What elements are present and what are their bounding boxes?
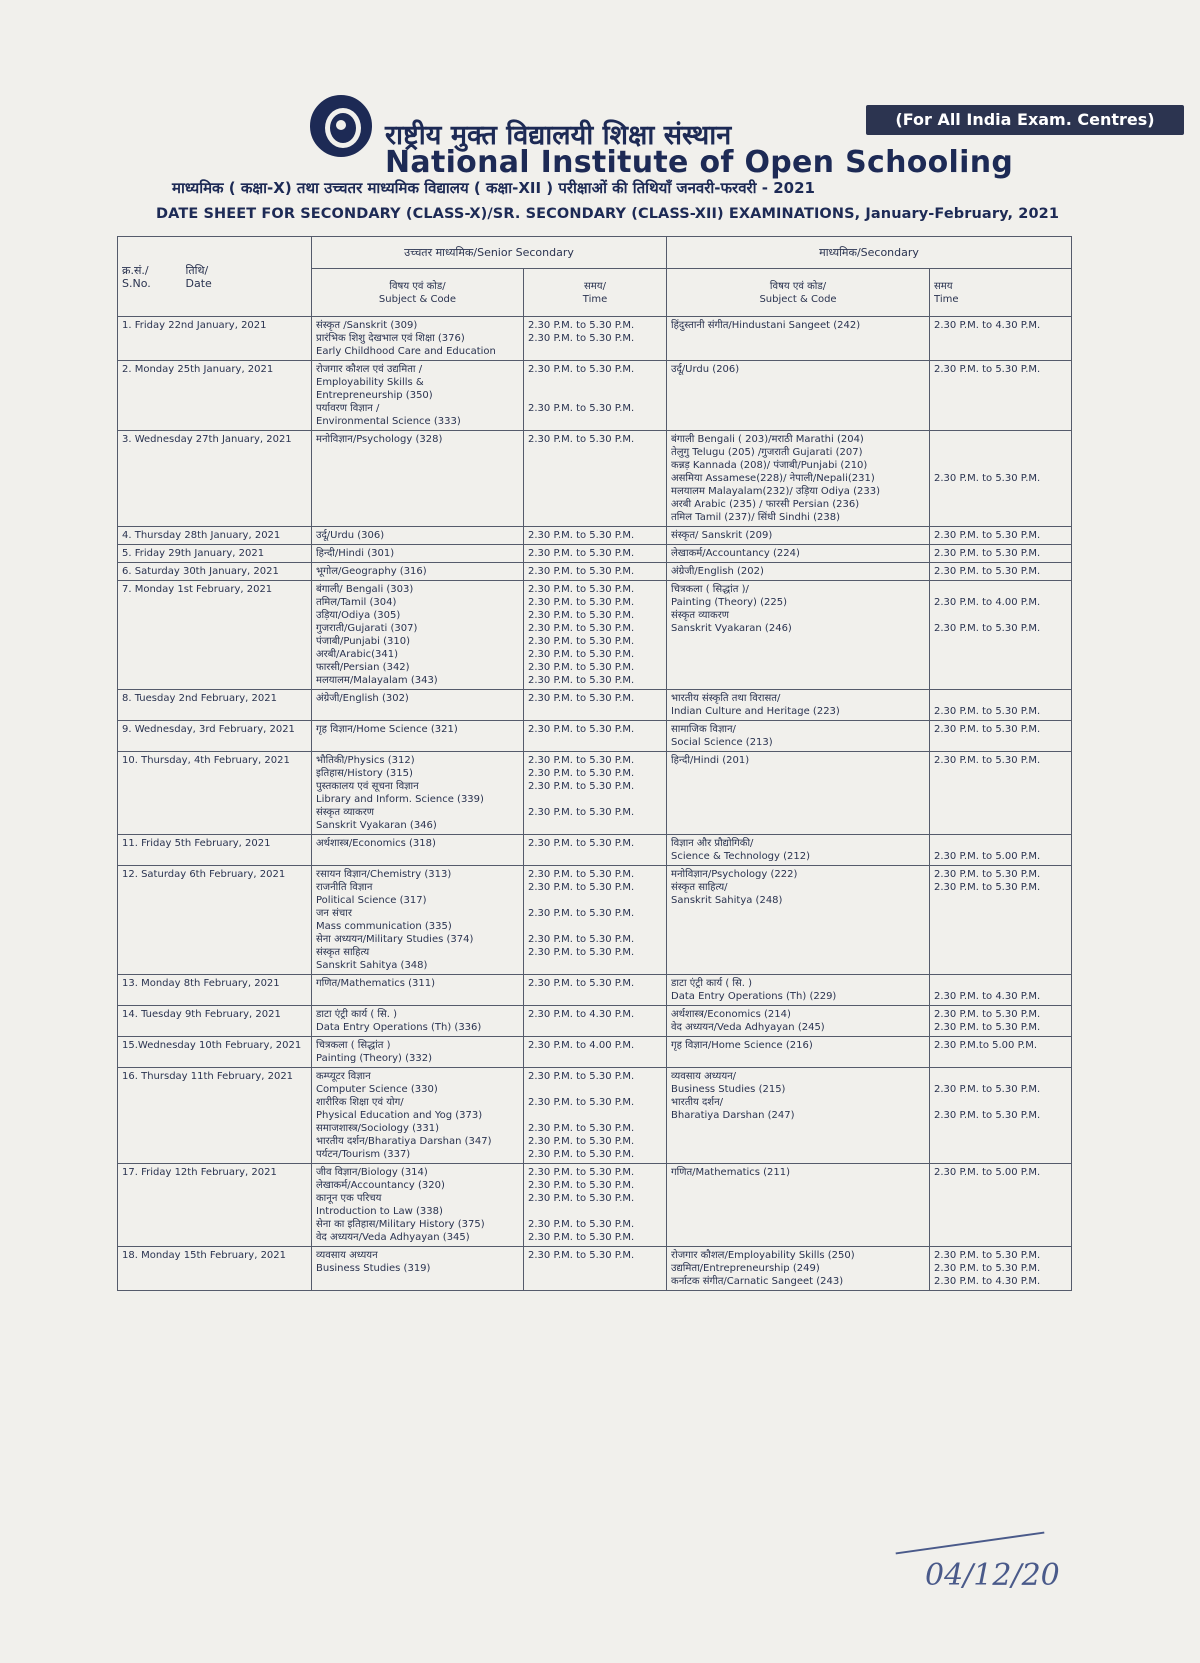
sr-subject-cell: बंगाली/ Bengali (303) तमिल/Tamil (304) उड़िया/Odiya (305) गुजराती/Gujarati (307) पंजाबी/Punjabi (310) अरबी/Arabic(341) फारसी/Persian (342) मलयालम/Malayalam (343) [312,581,524,690]
table-row [118,317,1072,361]
sr-subject-header: विषय एवं कोड/ Subject & Code [312,269,524,317]
sec-time-cell: 2.30 P.M. to 4.30 P.M. [930,317,1072,361]
sr-subject-cell: रोजगार कौशल एवं उद्यमिता / Employability Skills & Entrepreneurship (350) पर्यावरण विज्ञान / Environmental Science (333) [312,361,524,431]
exam-date-cell: 15.Wednesday 10th February, 2021 [118,1037,312,1068]
nios-logo-icon [310,95,372,157]
sec-subject-cell: उर्दू/Urdu (206) [667,361,930,431]
sec-time-cell: 2.30 P.M. to 5.30 P.M. [930,431,1072,527]
sec-subject-cell: हिंदुस्तानी संगीत/Hindustani Sangeet (242) [667,317,930,361]
exam-date-cell: 18. Monday 15th February, 2021 [118,1247,312,1291]
sec-subject-cell: गृह विज्ञान/Home Science (216) [667,1037,930,1068]
exam-date-cell: 14. Tuesday 9th February, 2021 [118,1006,312,1037]
sr-subject-cell: उर्दू/Urdu (306) [312,527,524,545]
sr-subject-cell: संस्कृत /Sanskrit (309) प्रारंभिक शिशु देखभाल एवं शिक्षा (376) Early Childhood Care and Education [312,317,524,361]
sr-subject-cell: हिन्दी/Hindi (301) [312,545,524,563]
table-row [118,835,1072,866]
sec-time-cell: 2.30 P.M. to 5.30 P.M. [930,721,1072,752]
sr-time-cell: 2.30 P.M. to 5.30 P.M. [524,527,667,545]
institute-title-hindi: राष्ट्रीय मुक्त विद्यालयी शिक्षा संस्थान [385,120,732,151]
sec-subject-cell: व्यवसाय अध्ययन/ Business Studies (215) भारतीय दर्शन/ Bharatiya Darshan (247) [667,1068,930,1164]
table-row [118,866,1072,975]
sr-subject-cell: अंग्रेजी/English (302) [312,690,524,721]
sr-subject-cell: कम्प्यूटर विज्ञान Computer Science (330) शारीरिक शिक्षा एवं योग/ Physical Education and Yog (373) समाजशास्त्र/Sociology (331) भारतीय दर्शन/Bharatiya Darshan (347) पर्यटन/Tourism (337) [312,1068,524,1164]
sec-time-cell: 2.30 P.M. to 5.30 P.M. [930,563,1072,581]
sec-time-header: समय Time [930,269,1072,317]
sec-time-cell: 2.30 P.M. to 5.00 P.M. [930,1164,1072,1247]
sr-time-cell: 2.30 P.M. to 5.30 P.M. 2.30 P.M. to 5.30 P.M. 2.30 P.M. to 5.30 P.M. 2.30 P.M. to 5.30 P.M. 2.30 P.M. to 5.30 P.M. [524,1068,667,1164]
sr-time-cell: 2.30 P.M. to 4.30 P.M. [524,1006,667,1037]
sec-time-cell: 2.30 P.M. to 5.30 P.M. 2.30 P.M. to 5.30 P.M. [930,1068,1072,1164]
sr-time-cell: 2.30 P.M. to 5.30 P.M. [524,545,667,563]
exam-date-cell: 10. Thursday, 4th February, 2021 [118,752,312,835]
sec-subject-cell: रोजगार कौशल/Employability Skills (250) उद्यमिता/Entrepreneurship (249) कर्नाटक संगीत/Carnatic Sangeet (243) [667,1247,930,1291]
senior-secondary-group-header: उच्चतर माध्यमिक/Senior Secondary [312,237,667,269]
table-row [118,545,1072,563]
sr-time-cell: 2.30 P.M. to 5.30 P.M. [524,975,667,1006]
table-row [118,581,1072,690]
sec-subject-cell: भारतीय संस्कृति तथा विरासत/ Indian Culture and Heritage (223) [667,690,930,721]
sr-subject-cell: भौतिकी/Physics (312) इतिहास/History (315) पुस्तकालय एवं सूचना विज्ञान Library and Inform. Science (339) संस्कृत व्याकरण Sanskrit Vyakaran (346) [312,752,524,835]
sr-subject-cell: व्यवसाय अध्ययन Business Studies (319) [312,1247,524,1291]
sr-time-cell: 2.30 P.M. to 5.30 P.M. [524,690,667,721]
table-row [118,1164,1072,1247]
sr-time-cell: 2.30 P.M. to 5.30 P.M. 2.30 P.M. to 5.30 P.M. [524,361,667,431]
sec-time-cell: 2.30 P.M.to 5.00 P.M. [930,1037,1072,1068]
sr-subject-cell: चित्रकला ( सिद्धांत ) Painting (Theory) (332) [312,1037,524,1068]
sr-time-header: समय/ Time [524,269,667,317]
sec-subject-header: विषय एवं कोड/ Subject & Code [667,269,930,317]
exam-date-cell: 12. Saturday 6th February, 2021 [118,866,312,975]
table-row [118,752,1072,835]
sr-time-cell: 2.30 P.M. to 5.30 P.M. [524,431,667,527]
exam-date-cell: 7. Monday 1st February, 2021 [118,581,312,690]
table-row [118,563,1072,581]
table-row [118,361,1072,431]
sec-time-cell: 2.30 P.M. to 5.00 P.M. [930,835,1072,866]
exam-date-cell: 6. Saturday 30th January, 2021 [118,563,312,581]
sec-time-cell: 2.30 P.M. to 5.30 P.M. 2.30 P.M. to 5.30 P.M. [930,1006,1072,1037]
exam-date-cell: 4. Thursday 28th January, 2021 [118,527,312,545]
sec-time-cell: 2.30 P.M. to 5.30 P.M. [930,545,1072,563]
sec-subject-cell: डाटा एंट्री कार्य ( सि. ) Data Entry Operations (Th) (229) [667,975,930,1006]
sr-time-cell: 2.30 P.M. to 5.30 P.M. 2.30 P.M. to 5.30 P.M. [524,317,667,361]
sec-time-cell: 2.30 P.M. to 5.30 P.M. 2.30 P.M. to 5.30 P.M. [930,866,1072,975]
exam-date-cell: 13. Monday 8th February, 2021 [118,975,312,1006]
sr-time-cell: 2.30 P.M. to 5.30 P.M. 2.30 P.M. to 5.30 P.M. 2.30 P.M. to 5.30 P.M. 2.30 P.M. to 5.30 P.M. 2.30 P.M. to 5.30 P.M. [524,1164,667,1247]
institute-title-english: National Institute of Open Schooling [385,145,1014,180]
exam-date-cell: 8. Tuesday 2nd February, 2021 [118,690,312,721]
sec-time-cell: 2.30 P.M. to 5.30 P.M. 2.30 P.M. to 5.30 P.M. 2.30 P.M. to 4.30 P.M. [930,1247,1072,1291]
table-row [118,721,1072,752]
table-row [118,1006,1072,1037]
signature [885,1530,1085,1600]
sec-subject-cell: विज्ञान और प्रौद्योगिकी/ Science & Technology (212) [667,835,930,866]
sec-time-cell: 2.30 P.M. to 5.30 P.M. [930,527,1072,545]
exam-date-cell: 3. Wednesday 27th January, 2021 [118,431,312,527]
table-row [118,1037,1072,1068]
sr-subject-cell: रसायन विज्ञान/Chemistry (313) राजनीति विज्ञान Political Science (317) जन संचार Mass communication (335) सेना अध्ययन/Military Studies (374) संस्कृत साहित्य Sanskrit Sahitya (348) [312,866,524,975]
sr-subject-cell: मनोविज्ञान/Psychology (328) [312,431,524,527]
exam-date-cell: 2. Monday 25th January, 2021 [118,361,312,431]
sr-subject-cell: अर्थशास्त्र/Economics (318) [312,835,524,866]
exam-date-cell: 11. Friday 5th February, 2021 [118,835,312,866]
table-row [118,975,1072,1006]
table-row [118,1068,1072,1164]
exam-centres-badge: (For All India Exam. Centres) [866,105,1184,135]
subtitle-hindi: माध्यमिक ( कक्षा-X) तथा उच्चतर माध्यमिक विद्यालय ( कक्षा-XII ) परीक्षाओं की तिथियाँ जनवरी-फरवरी - 2021 [172,179,815,197]
sr-time-cell: 2.30 P.M. to 5.30 P.M. 2.30 P.M. to 5.30 P.M. 2.30 P.M. to 5.30 P.M. 2.30 P.M. to 5.30 P.M. [524,752,667,835]
exam-date-cell: 1. Friday 22nd January, 2021 [118,317,312,361]
sec-subject-cell: मनोविज्ञान/Psychology (222) संस्कृत साहित्य/ Sanskrit Sahitya (248) [667,866,930,975]
sec-subject-cell: बंगाली Bengali ( 203)/मराठी Marathi (204) तेलुगु Telugu (205) /गुजराती Gujarati (207) कन्नड़ Kannada (208)/ पंजाबी/Punjabi (210) असमिया Assamese(228)/ नेपाली/Nepali(231) मलयालम Malayalam(232)/ उड़िया Odiya (233) अरबी Arabic (235) / फारसी Persian (236) तमिल Tamil (237)/ सिंधी Sindhi (238) [667,431,930,527]
exam-date-cell: 17. Friday 12th February, 2021 [118,1164,312,1247]
exam-date-cell: 16. Thursday 11th February, 2021 [118,1068,312,1164]
sr-subject-cell: गृह विज्ञान/Home Science (321) [312,721,524,752]
sr-subject-cell: जीव विज्ञान/Biology (314) लेखाकर्म/Accountancy (320) कानून एक परिचय Introduction to Law (338) सेना का इतिहास/Military History (375) वेद अध्ययन/Veda Adhyayan (345) [312,1164,524,1247]
sec-time-cell: 2.30 P.M. to 5.30 P.M. [930,752,1072,835]
sec-subject-cell: लेखाकर्म/Accountancy (224) [667,545,930,563]
sec-subject-cell: अर्थशास्त्र/Economics (214) वेद अध्ययन/Veda Adhyayan (245) [667,1006,930,1037]
sr-subject-cell: डाटा एंट्री कार्य ( सि. ) Data Entry Operations (Th) (336) [312,1006,524,1037]
sec-subject-cell: गणित/Mathematics (211) [667,1164,930,1247]
table-row [118,1247,1072,1291]
sec-time-cell: 2.30 P.M. to 5.30 P.M. [930,361,1072,431]
date-sheet-table [117,236,1072,1291]
sec-time-cell: 2.30 P.M. to 5.30 P.M. [930,690,1072,721]
sr-time-cell: 2.30 P.M. to 5.30 P.M. 2.30 P.M. to 5.30 P.M. 2.30 P.M. to 5.30 P.M. 2.30 P.M. to 5.30 P.M. 2.30 P.M. to 5.30 P.M. [524,866,667,975]
sec-subject-cell: संस्कृत/ Sanskrit (209) [667,527,930,545]
sr-time-cell: 2.30 P.M. to 5.30 P.M. [524,721,667,752]
sec-time-cell: 2.30 P.M. to 4.00 P.M. 2.30 P.M. to 5.30 P.M. [930,581,1072,690]
table-row [118,431,1072,527]
sec-time-cell: 2.30 P.M. to 4.30 P.M. [930,975,1072,1006]
sec-subject-cell: चित्रकला ( सिद्धांत )/ Painting (Theory) (225) संस्कृत व्याकरण Sanskrit Vyakaran (246) [667,581,930,690]
exam-date-cell: 5. Friday 29th January, 2021 [118,545,312,563]
sr-time-cell: 2.30 P.M. to 4.00 P.M. [524,1037,667,1068]
sec-subject-cell: अंग्रेजी/English (202) [667,563,930,581]
subtitle-english: DATE SHEET FOR SECONDARY (CLASS-X)/SR. SECONDARY (CLASS-XII) EXAMINATIONS, January-February, 2021 [156,206,1060,222]
sr-time-cell: 2.30 P.M. to 5.30 P.M. [524,835,667,866]
document-header [0,85,1200,180]
sr-time-cell: 2.30 P.M. to 5.30 P.M. 2.30 P.M. to 5.30 P.M. 2.30 P.M. to 5.30 P.M. 2.30 P.M. to 5.30 P.M. 2.30 P.M. to 5.30 P.M. 2.30 P.M. to 5.30 P.M. 2.30 P.M. to 5.30 P.M. 2.30 P.M. to 5.30 P.M. [524,581,667,690]
table-row [118,527,1072,545]
secondary-group-header: माध्यमिक/Secondary [667,237,1072,269]
sec-subject-cell: हिन्दी/Hindi (201) [667,752,930,835]
sno-date-header: क्र.सं./ S.No. तिथि/ Date [118,237,312,317]
sec-subject-cell: सामाजिक विज्ञान/ Social Science (213) [667,721,930,752]
sr-subject-cell: भूगोल/Geography (316) [312,563,524,581]
sr-subject-cell: गणित/Mathematics (311) [312,975,524,1006]
sr-time-cell: 2.30 P.M. to 5.30 P.M. [524,1247,667,1291]
exam-date-cell: 9. Wednesday, 3rd February, 2021 [118,721,312,752]
signature-date: 04/12/20 [925,1558,1060,1593]
table-row [118,690,1072,721]
sr-time-cell: 2.30 P.M. to 5.30 P.M. [524,563,667,581]
